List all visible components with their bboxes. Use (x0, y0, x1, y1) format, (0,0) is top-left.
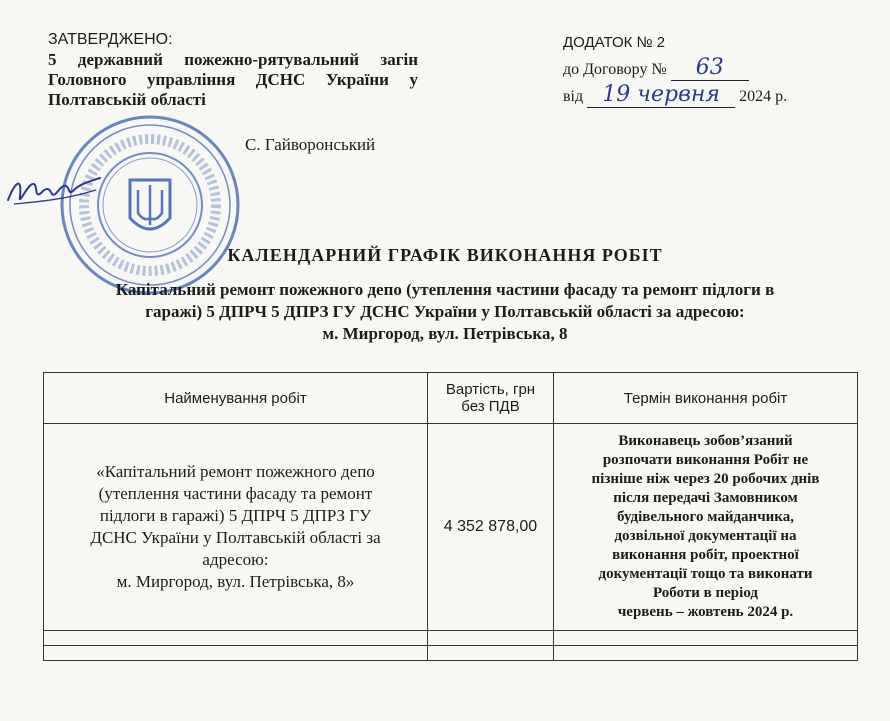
date-handwritten: 19 червня (587, 82, 735, 108)
year-suffix: 2024 р. (739, 88, 788, 105)
work-line: (утеплення частини фасаду та ремонт (98, 484, 373, 503)
date-prefix: від (563, 88, 584, 105)
term-line: після передачі Замовником (613, 490, 798, 506)
term-line: Роботи в період (653, 585, 758, 601)
approval-organization: 5 державний пожежно-рятувальний загін Головного управління ДСНС України у Полтавській області (48, 50, 418, 109)
empty-row (44, 646, 858, 661)
empty-row (44, 631, 858, 646)
approval-heading: ЗАТВЕРДЖЕНО: (48, 31, 173, 48)
term-line: пізніше ніж через 20 робочих днів (591, 471, 820, 487)
contract-prefix: до Договору № (563, 61, 667, 78)
work-line: м. Миргород, вул. Петрівська, 8» (116, 572, 355, 591)
signer-name: С. Гайворонський (245, 135, 376, 154)
header-cost-line: Вартість, грн (445, 381, 536, 398)
subtitle-line: м. Миргород, вул. Петрівська, 8 (322, 324, 568, 343)
term-line: червень – жовтень 2024 р. (617, 604, 794, 620)
term-line: Виконавець зобов’язаний (618, 433, 793, 449)
schedule-table (43, 372, 858, 661)
header-cost (428, 373, 554, 424)
table-header-row (44, 373, 858, 424)
empty-cell (44, 631, 428, 646)
term-line: дозвільної документації на (614, 528, 797, 544)
approval-block (48, 30, 418, 110)
term-cell (554, 424, 858, 631)
term-line: виконання робіт, проектної (612, 547, 799, 563)
header-cost-line: без ПДВ (461, 398, 520, 415)
work-name-cell (44, 424, 428, 631)
term-line: розпочати виконання Робіт не (602, 452, 809, 468)
contract-number: 63 (671, 55, 749, 81)
empty-cell (554, 646, 858, 661)
date-line (563, 82, 863, 109)
work-line: «Капітальний ремонт пожежного депо (96, 462, 375, 481)
header-term: Термін виконання робіт (554, 373, 858, 424)
work-line: адресою: (202, 550, 269, 569)
subtitle-line: Капітальний ремонт пожежного депо (утеплення частини фасаду та ремонт підлоги в (115, 280, 775, 299)
empty-cell (428, 646, 554, 661)
work-line: підлоги в гаражі) 5 ДПРЧ 5 ДПРЗ ГУ (99, 506, 372, 525)
addendum-title: ДОДАТОК № 2 (563, 34, 666, 51)
contract-line (563, 55, 863, 82)
header-work: Найменування робіт (44, 373, 428, 424)
document-subtitle (60, 279, 830, 345)
cost-cell: 4 352 878,00 (428, 424, 554, 631)
empty-cell (554, 631, 858, 646)
empty-cell (428, 631, 554, 646)
empty-cell (44, 646, 428, 661)
addendum-block (563, 30, 863, 109)
term-line: будівельного майданчика, (617, 509, 794, 525)
table-row (44, 424, 858, 631)
work-line: ДСНС України у Полтавській області за (90, 528, 381, 547)
signature-icon (4, 160, 104, 220)
subtitle-line: гаражі) 5 ДПРЧ 5 ДПРЗ ГУ ДСНС України у Полтавській області за адресою: (145, 302, 745, 321)
term-line: документації тощо та виконати (598, 566, 813, 582)
document-title: КАЛЕНДАРНИЙ ГРАФІК ВИКОНАННЯ РОБІТ (227, 245, 663, 265)
